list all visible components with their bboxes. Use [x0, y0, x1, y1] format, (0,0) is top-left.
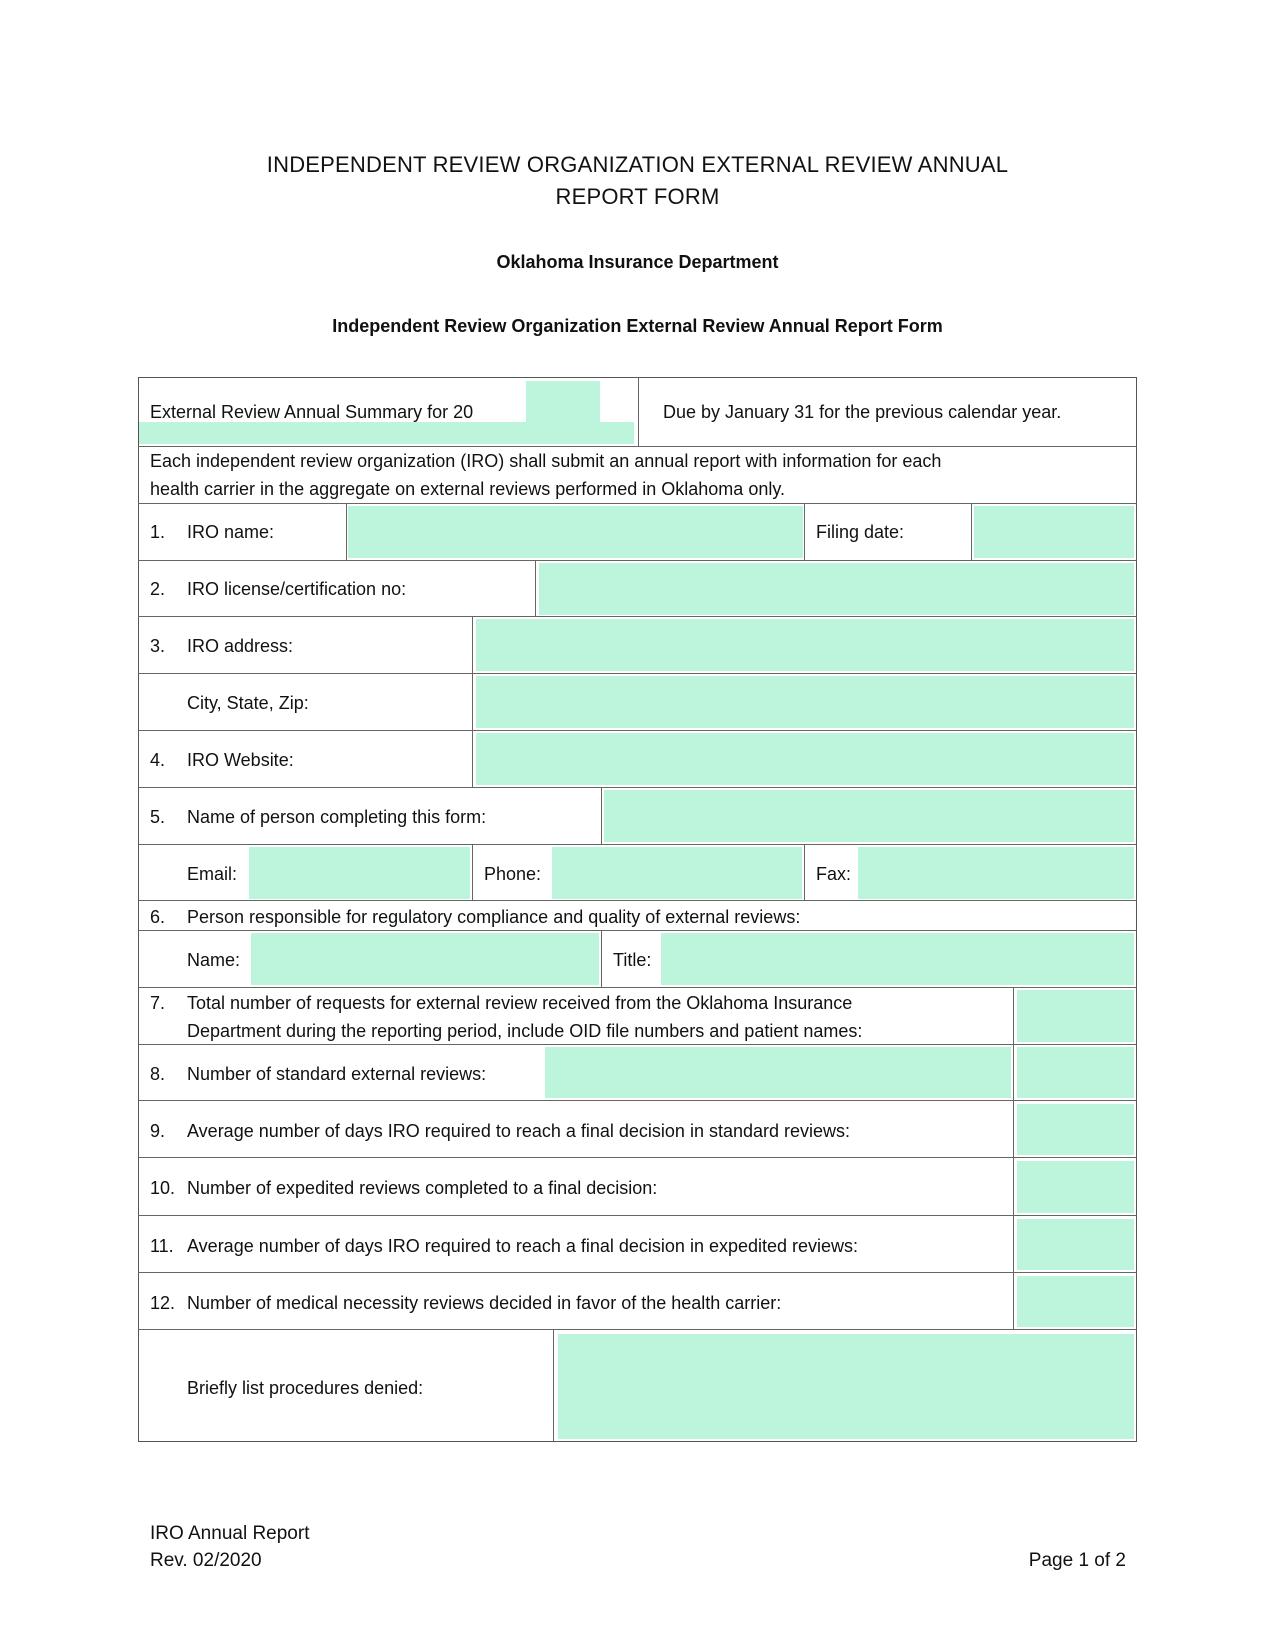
item-number: 5.	[150, 807, 166, 827]
row-divider	[138, 560, 1137, 561]
row-divider	[138, 930, 1137, 931]
email-label: Email:	[187, 864, 238, 884]
instructions-line-2: health carrier in the aggregate on external reviews performed in Oklahoma only.	[150, 479, 786, 499]
footer-report-name: IRO Annual Report	[150, 1523, 310, 1544]
item-number: 6.	[150, 907, 166, 927]
col-divider	[804, 844, 805, 900]
row-divider	[138, 1157, 1137, 1158]
due-note: Due by January 31 for the previous calendar year.	[663, 402, 1062, 422]
row-divider	[138, 446, 1137, 447]
page-number: Page 1 of 2	[1028, 1550, 1126, 1571]
website-label: IRO Website:	[187, 750, 294, 770]
row-divider	[138, 844, 1137, 845]
item-number: 4.	[150, 750, 166, 770]
row-divider	[138, 616, 1137, 617]
row-divider	[138, 673, 1137, 674]
item-number: 12.	[150, 1293, 176, 1313]
col-divider	[553, 1329, 554, 1442]
footer-revision: Rev. 02/2020	[150, 1550, 262, 1571]
col-divider	[804, 503, 805, 560]
title-line-1: INDEPENDENT REVIEW ORGANIZATION EXTERNAL REVIEW ANNUAL	[266, 152, 1009, 177]
q12-label: Number of medical necessity reviews decided in favor of the health carrier:	[187, 1293, 782, 1313]
license-label: IRO license/certification no:	[187, 579, 407, 599]
col-divider	[346, 503, 347, 560]
row-divider	[138, 1044, 1137, 1045]
person-completing-label: Name of person completing this form:	[187, 807, 487, 827]
col-divider	[601, 787, 602, 844]
col-divider	[472, 844, 473, 900]
item-number: 7.	[150, 993, 166, 1013]
col-divider	[535, 560, 536, 616]
department-name: Oklahoma Insurance Department	[496, 252, 779, 272]
item-number: 8.	[150, 1064, 166, 1084]
row-divider	[138, 787, 1137, 788]
city-label: City, State, Zip:	[187, 693, 309, 713]
row-divider	[138, 987, 1137, 988]
item-number: 2.	[150, 579, 166, 599]
summary-label: External Review Annual Summary for 20	[150, 402, 474, 422]
row-divider	[138, 1100, 1137, 1101]
col-divider	[971, 503, 972, 560]
row-divider	[138, 503, 1137, 504]
q7-label-line-1: Total number of requests for external review received from the Oklahoma Insurance	[187, 993, 853, 1013]
row-divider	[138, 900, 1137, 901]
name-label: Name:	[187, 950, 241, 970]
row-divider	[138, 1272, 1137, 1273]
q10-label: Number of expedited reviews completed to a final decision:	[187, 1178, 658, 1198]
responsible-person-label: Person responsible for regulatory compliance and quality of external reviews:	[187, 907, 801, 927]
item-number: 10.	[150, 1178, 176, 1198]
row-divider	[138, 730, 1137, 731]
q8-label: Number of standard external reviews:	[187, 1064, 487, 1084]
row-divider	[138, 1215, 1137, 1216]
item-number: 11.	[150, 1236, 174, 1256]
col-divider	[1013, 987, 1014, 1329]
q7-label-line-2: Department during the reporting period, include OID file numbers and patient names:	[187, 1021, 863, 1041]
address-label: IRO address:	[187, 636, 294, 656]
procedures-denied-label: Briefly list procedures denied:	[187, 1378, 424, 1398]
form-subtitle: Independent Review Organization External Review Annual Report Form	[332, 316, 943, 336]
col-divider	[601, 930, 602, 987]
col-divider	[638, 377, 639, 446]
col-divider	[472, 616, 473, 787]
title-line-2: REPORT FORM	[555, 184, 720, 209]
q11-label: Average number of days IRO required to reach a final decision in expedited reviews:	[187, 1236, 859, 1256]
item-number: 3.	[150, 636, 166, 656]
iro-name-label: IRO name:	[187, 522, 275, 542]
item-number: 1.	[150, 522, 166, 542]
title-label: Title:	[613, 950, 652, 970]
q9-label: Average number of days IRO required to reach a final decision in standard reviews:	[187, 1121, 851, 1141]
item-number: 9.	[150, 1121, 166, 1141]
phone-label: Phone:	[484, 864, 542, 884]
fax-label: Fax:	[816, 864, 852, 884]
filing-date-label: Filing date:	[816, 522, 905, 542]
instructions-line-1: Each independent review organization (IRO) shall submit an annual report with information for each	[150, 451, 942, 471]
row-divider	[138, 1329, 1137, 1330]
